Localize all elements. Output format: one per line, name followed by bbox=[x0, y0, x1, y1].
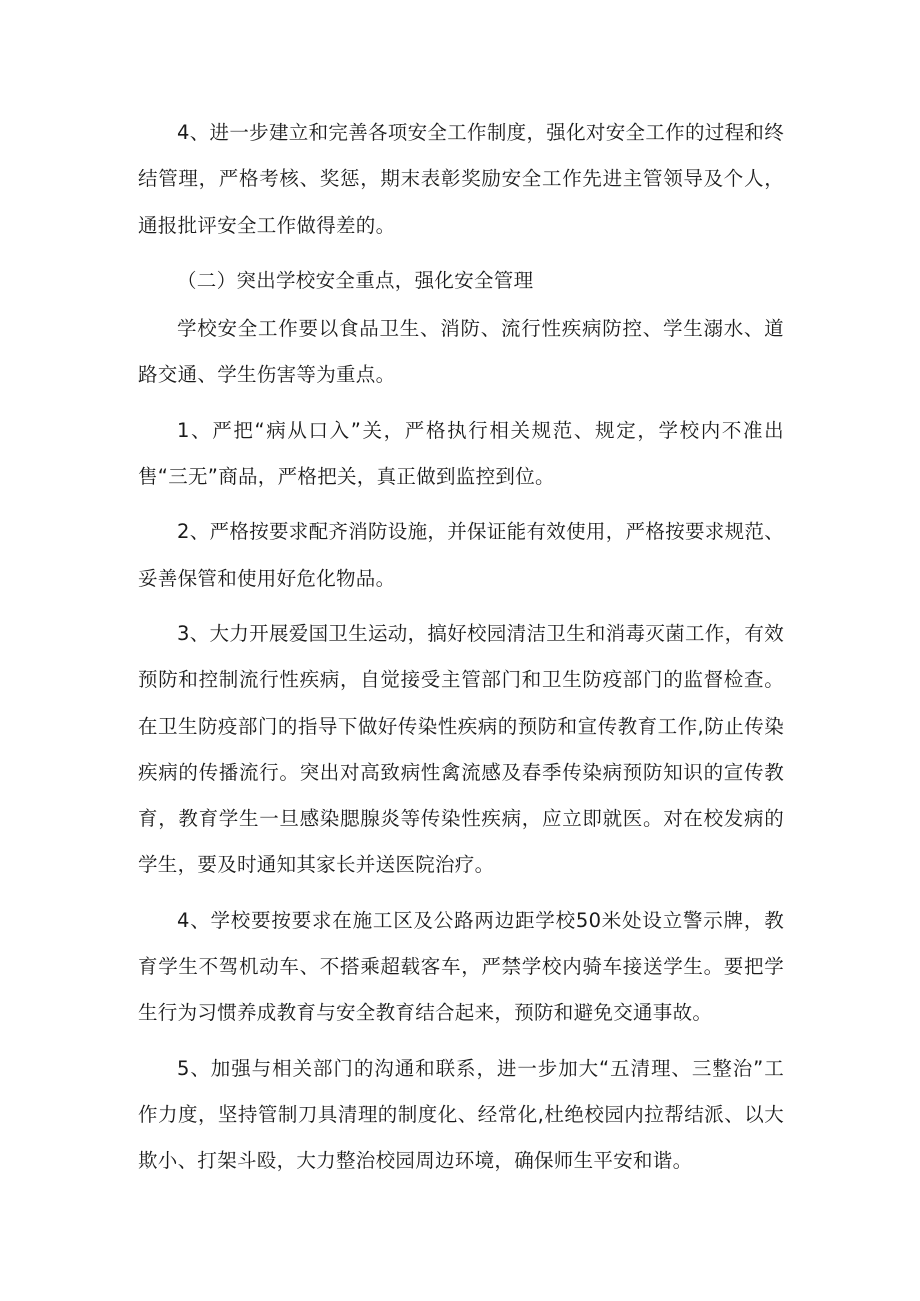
paragraph-disease-prevention: 3、大力开展爱国卫生运动，搞好校园清洁卫生和消毒灭菌工作，有效预防和控制流行性疾病，自觉接受主管部门和卫生防疫部门的监督检查。在卫生防疫部门的指导下做好传染性疾病的预防和宣传教育工作,防止传染疾病的传播流行。突出对高致病性禽流感及春季传染病预防知识的宣传教育，教育学生一旦感染腮腺炎等传染性疾病，应立即就医。对在校发病的学生，要及时通知其家长并送医院治疗。 bbox=[138, 621, 784, 877]
paragraph-food-safety: 1、严把“病从口入”关，严格执行相关规范、规定，学校内不准出售“三无”商品，严格把关，真正做到监控到位。 bbox=[138, 418, 784, 489]
paragraph-fire-safety: 2、严格按要求配齐消防设施，并保证能有效使用，严格按要求规范、妥善保管和使用好危化物品。 bbox=[138, 520, 784, 590]
paragraph-campus-environment: 5、加强与相关部门的沟通和联系，进一步加大“五清理、三整治”工作力度，坚持管制刀具清理的制度化、经常化,杜绝校园内拉帮结派、以大欺小、打架斗殴，大力整治校园周边环境，确保师生平安和谐。 bbox=[138, 1056, 784, 1173]
section-heading-safety-focus: （二）突出学校安全重点，强化安全管理 bbox=[177, 268, 534, 292]
document-body bbox=[138, 110, 784, 1194]
paragraph-traffic-safety: 4、学校要按要求在施工区及公路两边距学校50米处设立警示牌，教育学生不驾机动车、不搭乘超载客车，严禁学校内骑车接送学生。要把学生行为习惯养成教育与安全教育结合起来，预防和避免交通事故。 bbox=[138, 908, 784, 1025]
paragraph-safety-system: 4、进一步建立和完善各项安全工作制度，强化对安全工作的过程和终结管理，严格考核、奖惩，期末表彰奖励安全工作先进主管领导及个人，通报批评安全工作做得差的。 bbox=[138, 121, 784, 237]
paragraph-safety-priorities: 学校安全工作要以食品卫生、消防、流行性疾病防控、学生溺水、道路交通、学生伤害等为重点。 bbox=[138, 317, 784, 387]
